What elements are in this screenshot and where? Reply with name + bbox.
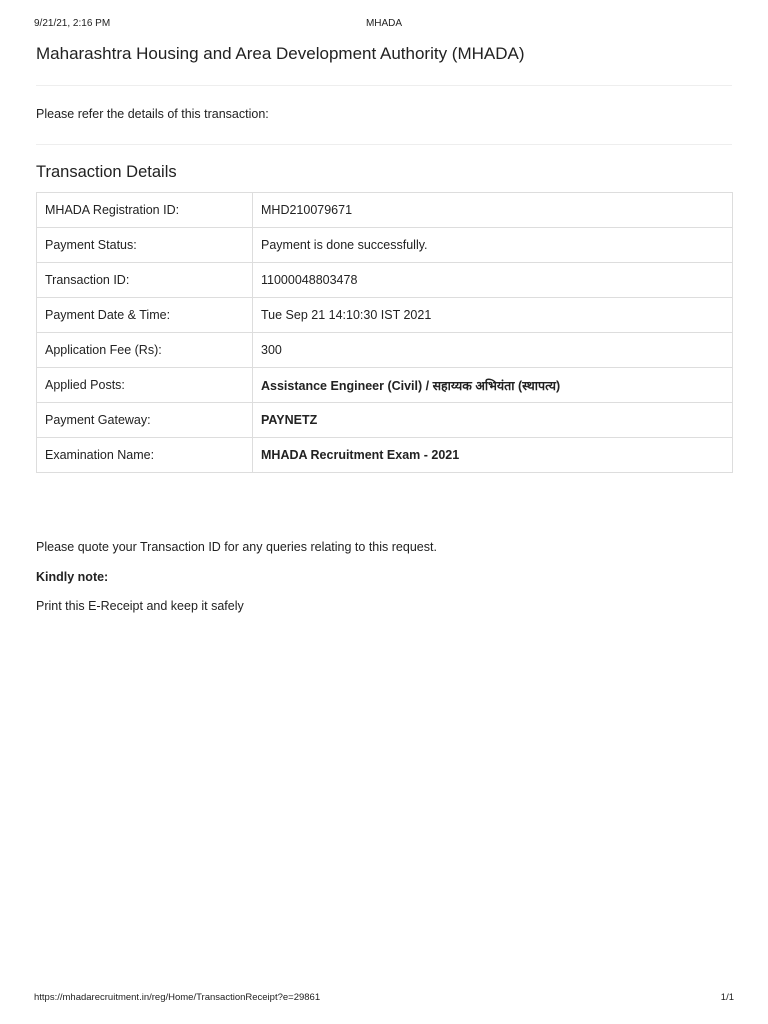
table-row bbox=[37, 298, 733, 333]
detail-value: PAYNETZ bbox=[253, 403, 733, 438]
page-title: Maharashtra Housing and Area Development Authority (MHADA) bbox=[36, 44, 525, 63]
kindly-note-heading: Kindly note: bbox=[36, 570, 109, 584]
detail-label: Application Fee (Rs): bbox=[37, 333, 253, 368]
detail-label: Examination Name: bbox=[37, 438, 253, 473]
print-doc-title: MHADA bbox=[365, 18, 403, 29]
detail-value: Assistance Engineer (Civil) / सहाय्यक अभियंता (स्थापत्य) bbox=[253, 368, 733, 403]
divider bbox=[36, 85, 732, 86]
print-receipt-note: Print this E-Receipt and keep it safely bbox=[36, 599, 244, 613]
section-title: Transaction Details bbox=[36, 163, 177, 181]
detail-value: 300 bbox=[253, 333, 733, 368]
detail-value: Tue Sep 21 14:10:30 IST 2021 bbox=[253, 298, 733, 333]
transaction-details-table bbox=[36, 192, 733, 473]
detail-value: 11000048803478 bbox=[253, 263, 733, 298]
detail-value: Payment is done successfully. bbox=[253, 228, 733, 263]
divider bbox=[36, 144, 732, 145]
detail-label: Transaction ID: bbox=[37, 263, 253, 298]
detail-label: Payment Date & Time: bbox=[37, 298, 253, 333]
intro-text: Please refer the details of this transaction: bbox=[36, 107, 269, 121]
page-number: 1/1 bbox=[720, 992, 734, 1003]
print-footer bbox=[34, 992, 734, 1006]
table-row bbox=[37, 438, 733, 473]
page-url: https://mhadarecruitment.in/reg/Home/TransactionReceipt?e=29861 bbox=[34, 992, 321, 1003]
detail-value: MHADA Recruitment Exam - 2021 bbox=[253, 438, 733, 473]
print-datetime: 9/21/21, 2:16 PM bbox=[34, 18, 111, 29]
detail-value: MHD210079671 bbox=[253, 193, 733, 228]
table-row bbox=[37, 263, 733, 298]
print-header bbox=[34, 18, 734, 32]
table-row bbox=[37, 228, 733, 263]
table-row bbox=[37, 193, 733, 228]
quote-transaction-note: Please quote your Transaction ID for any queries relating to this request. bbox=[36, 540, 437, 554]
table-row bbox=[37, 368, 733, 403]
detail-label: Payment Gateway: bbox=[37, 403, 253, 438]
table-row bbox=[37, 333, 733, 368]
detail-label: Payment Status: bbox=[37, 228, 253, 263]
detail-label: MHADA Registration ID: bbox=[37, 193, 253, 228]
detail-label: Applied Posts: bbox=[37, 368, 253, 403]
table-row bbox=[37, 403, 733, 438]
